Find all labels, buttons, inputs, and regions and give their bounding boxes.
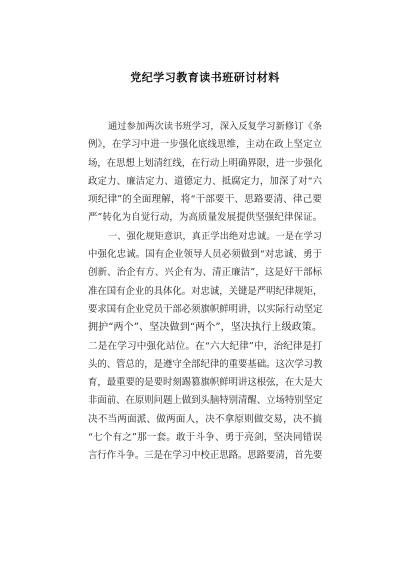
body-line: 例》，在学习中进一步强化底线思维，主动在政上坚定立	[88, 139, 322, 151]
body-line: 严”转化为自觉行动，为高质量发展提供坚强纪律保证。	[88, 212, 322, 224]
body-line: 一、强化规矩意识，真正学出绝对忠诚。一是在学习	[108, 230, 322, 242]
body-line: 创新、治企有方、兴企有为、清正廉洁”，这是好干部标	[88, 267, 322, 279]
body-line: 中强化忠诚。国有企业领导人员必须做到“对忠诚、勇于	[88, 249, 322, 261]
body-line: 育，最重要的是要时刻踢篡旗帜鲜明讲这根弦，在大是大	[88, 377, 323, 389]
body-line: 政定力、廉洁定力、道德定力、抵腐定力，加深了对“六	[88, 175, 322, 187]
body-line: 要求国有企业党员干部必须旗帜鲜明讲，以实际行动坚定	[88, 303, 323, 315]
body-line: 二是在学习中强化站位。在“六大纪律”中，治纪律是打	[88, 340, 322, 352]
body-line: “七个有之”那一套。敢于斗争、勇于亮剑，坚决同错误	[88, 432, 322, 444]
body-line: 拥护“两个”、坚决做到“两个”，坚决执行上级政策。	[88, 322, 322, 334]
body-line: 言行作斗争。三是在学习中校正思路。思路要清，首先要	[88, 450, 323, 462]
document-title: 党纪学习教育读书班研讨材料	[130, 71, 280, 84]
body-line: 通过参加两次读书班学习，深入反复学习新修订《条	[108, 121, 322, 132]
body-line: 项纪律”的全面理解，将“干部要干、思路要清、律己要	[88, 194, 322, 206]
body-line: 非面前、在原则问题上做到头脑特别清醒、立场特别坚定	[88, 395, 323, 407]
body-line: 准在国有企业的具体化。对忠诚，关键是严明纪律规矩，	[88, 285, 323, 297]
body-line: 头的、管总的，是遵守全部纪律的重要基础。这次学习教	[88, 358, 323, 370]
body-line: 场，在思想上划清红线，在行动上明确界限，进一步强化	[88, 157, 323, 169]
body-line: 决不当两面派、做两面人，决不拿原则做交易，决不搞	[88, 413, 322, 425]
document-body	[88, 118, 322, 466]
